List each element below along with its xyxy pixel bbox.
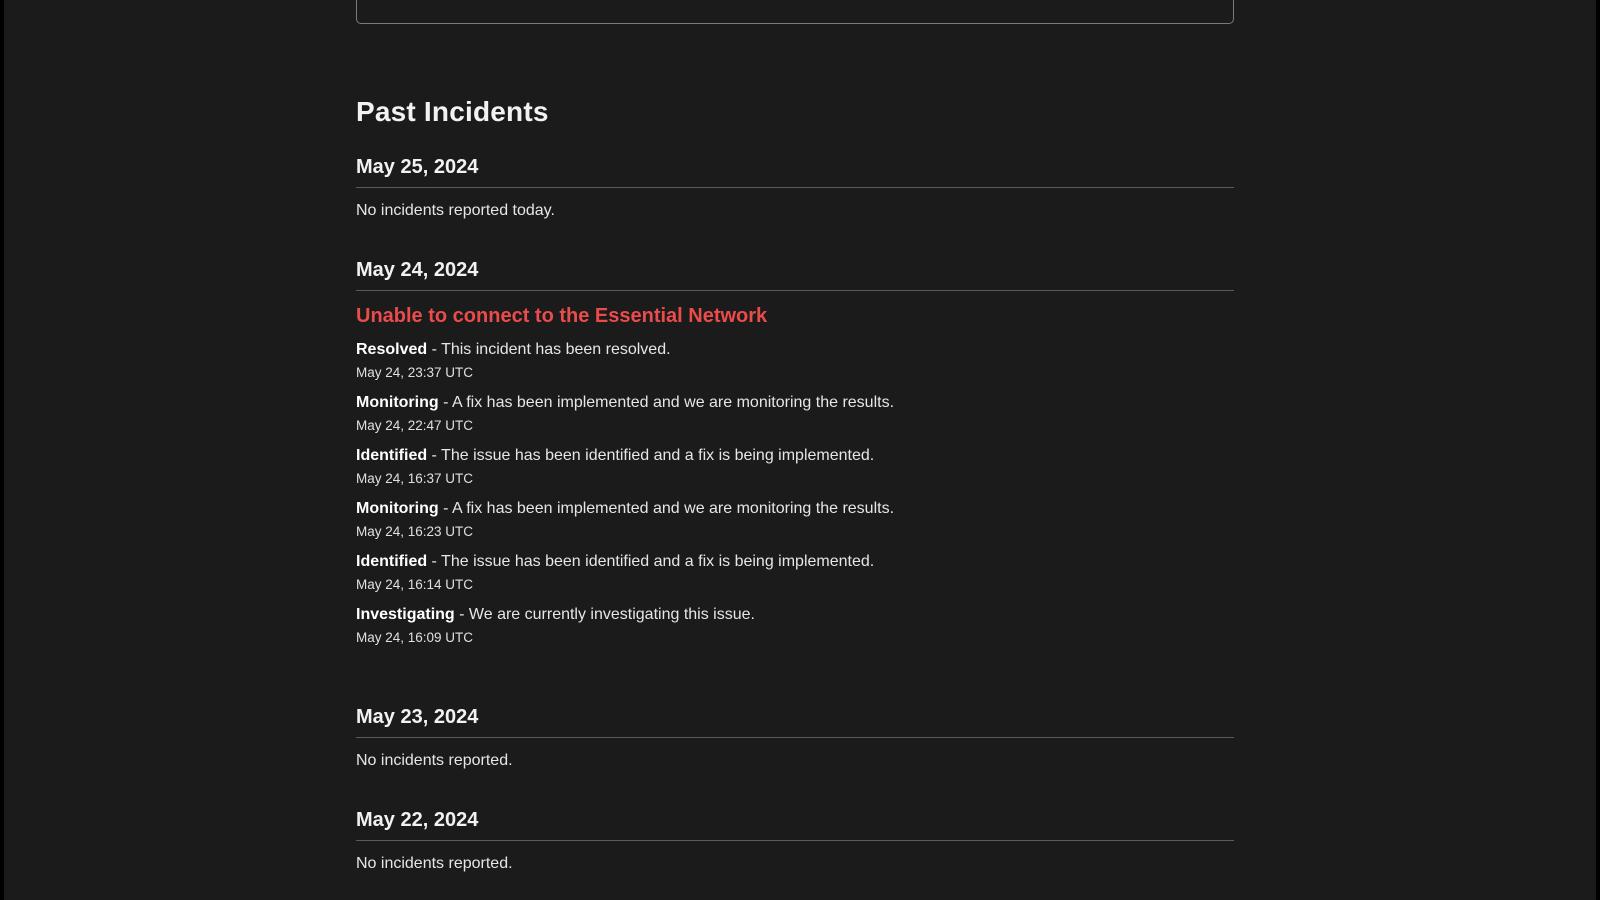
incident-update [356,551,1234,594]
update-timestamp: May 24, 16:14 UTC [356,577,474,592]
no-incidents-message: No incidents reported. [356,855,513,872]
update-separator: - [427,341,442,358]
divider [356,187,1234,188]
update-separator: - [438,394,452,411]
no-incidents-message: No incidents reported today. [356,202,555,219]
day-date: May 25, 2024 [356,156,479,178]
update-text: The issue has been identified and a fix is being implemented. [441,553,875,570]
update-text: This incident has been resolved. [441,341,671,358]
day-date: May 22, 2024 [356,809,479,831]
update-text: A fix has been implemented and we are monitoring the results. [451,394,895,411]
divider [356,737,1234,738]
update-timestamp: May 24, 23:37 UTC [356,365,474,380]
status-page [4,0,1596,900]
day-date: May 23, 2024 [356,706,479,728]
update-line [356,604,1234,625]
update-status: Identified [356,553,428,570]
update-separator: - [427,553,442,570]
update-text: A fix has been implemented and we are monitoring the results. [451,500,895,517]
incident-update [356,392,1234,435]
divider [356,290,1234,291]
no-incidents-message: No incidents reported. [356,752,513,769]
update-separator: - [427,447,442,464]
update-timestamp: May 24, 22:47 UTC [356,418,474,433]
update-timestamp: May 24, 16:37 UTC [356,471,474,486]
incident-update [356,604,1234,647]
incident-update [356,445,1234,488]
previous-panel [356,0,1234,24]
update-line [356,551,1234,572]
page-title: Past Incidents [356,96,549,127]
incident-day [356,153,1234,221]
update-line [356,392,1234,413]
update-timestamp: May 24, 16:23 UTC [356,524,474,539]
update-status: Resolved [356,341,428,358]
update-status: Monitoring [356,394,439,411]
day-date: May 24, 2024 [356,259,479,281]
update-line [356,445,1234,466]
incident-day [356,806,1234,874]
update-timestamp: May 24, 16:09 UTC [356,630,474,645]
update-text: The issue has been identified and a fix is being implemented. [441,447,875,464]
divider [356,840,1234,841]
incident-update [356,339,1234,382]
update-line [356,339,1234,360]
incident-day [356,703,1234,771]
update-status: Identified [356,447,428,464]
update-text: We are currently investigating this issue. [468,606,755,623]
incident-title-link[interactable]: Unable to connect to the Essential Network [356,305,768,327]
update-line [356,498,1234,519]
update-separator: - [438,500,452,517]
update-status: Investigating [356,606,455,623]
update-separator: - [454,606,469,623]
incident-update [356,498,1234,541]
incident-day [356,256,1234,647]
update-status: Monitoring [356,500,439,517]
